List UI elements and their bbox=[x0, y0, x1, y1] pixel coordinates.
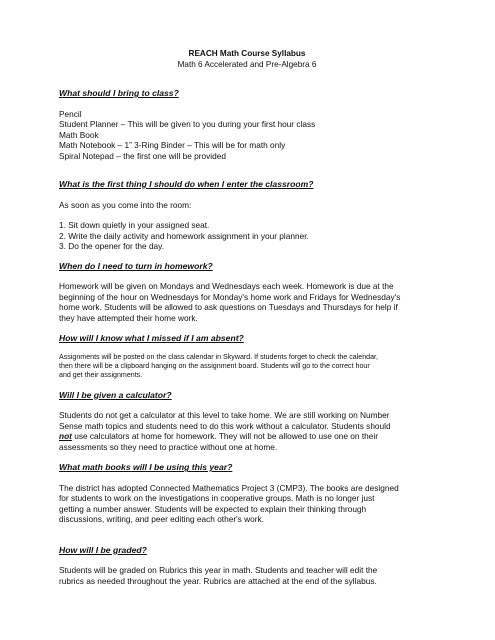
question-graded: How will I be graded? bbox=[59, 544, 147, 555]
question-homework: When do I need to turn in homework? bbox=[59, 260, 213, 271]
calculator-paragraph bbox=[59, 410, 435, 452]
graded-paragraph bbox=[59, 565, 435, 586]
paragraph-line: discussions, writing, and peer editing each other's work. bbox=[59, 514, 264, 525]
paragraph-line: Students will be graded on Rubrics this year in math. Students and teacher will edit the bbox=[59, 565, 378, 576]
bring-item: Math Notebook – 1” 3-Ring Binder – This will be for math only bbox=[59, 140, 286, 150]
paragraph-line: then there will be a clipboard hanging on the assignment board. Students will go to the correct hour bbox=[59, 361, 370, 370]
emphasis-not: not bbox=[59, 431, 72, 442]
enter-steps bbox=[59, 220, 435, 252]
step-item: 2. Write the daily activity and homework assignment in your planner. bbox=[59, 230, 309, 241]
question-math-books: What math books will I be using this year? bbox=[59, 462, 233, 473]
step-item: 1. Sit down quietly in your assigned seat. bbox=[59, 220, 210, 230]
paragraph-line bbox=[59, 431, 435, 442]
paragraph-line: Assignments will be posted on the class calendar in Skyward. If students forget to check the calendar, bbox=[59, 352, 378, 361]
paragraph-line: assessments so they need to practice without one at home. bbox=[59, 441, 278, 452]
bring-item: Spiral Notepad – the first one will be provided bbox=[59, 150, 226, 161]
enter-intro: As soon as you come into the room: bbox=[59, 199, 192, 210]
bring-item: Pencil bbox=[59, 108, 82, 119]
paragraph-line: and get their assignments. bbox=[59, 371, 143, 380]
document-subtitle: Math 6 Accelerated and Pre-Algebra 6 bbox=[177, 59, 317, 69]
paragraph-line-rest: use calculators at home for homework. They will not be allowed to use one on their bbox=[71, 431, 378, 442]
paragraph-line: Students do not get a calculator at this level to take home. We are still working on Number bbox=[59, 410, 390, 421]
paragraph-line: rubrics as needed throughout the year. Rubrics are attached at the end of the syllabus. bbox=[59, 575, 377, 586]
document-title: REACH Math Course Syllabus bbox=[188, 49, 306, 58]
question-bring: What should I bring to class? bbox=[59, 88, 179, 98]
bring-item: Student Planner – This will be given to you during your first hour class bbox=[59, 119, 316, 129]
homework-paragraph bbox=[59, 281, 435, 323]
question-absent: How will I know what I missed if I am absent? bbox=[59, 333, 244, 343]
step-item: 3. Do the opener for the day. bbox=[59, 241, 165, 251]
paragraph-line: Sense math topics and students need to do this work without a calculator. Students should bbox=[59, 420, 391, 431]
paragraph-line: for students to work on the investigations in cooperative groups. Math is no longer just bbox=[59, 493, 375, 504]
paragraph-line: home work. Students will be allowed to ask questions on Tuesdays and Thursdays for help if bbox=[59, 302, 398, 312]
bring-item: Math Book bbox=[59, 129, 99, 140]
paragraph-line: they have attempted their home work. bbox=[59, 312, 198, 323]
paragraph-line: Homework will be given on Mondays and Wednesdays each week. Homework is due at the bbox=[59, 281, 394, 291]
question-enter-classroom: What is the first thing I should do when I enter the classroom? bbox=[59, 179, 314, 189]
absent-paragraph bbox=[59, 353, 435, 381]
paragraph-line: getting a number answer. Students will be expected to explain their thinking through bbox=[59, 503, 367, 514]
paragraph-line: The district has adopted Connected Mathematics Project 3 (CMP3). The books are designed bbox=[59, 482, 399, 493]
books-paragraph bbox=[59, 483, 435, 525]
bring-list bbox=[59, 109, 435, 162]
paragraph-line: beginning of the hour on Wednesdays for Monday's home work and Fridays for Wednesday's bbox=[59, 291, 401, 302]
question-calculator: Will I be given a calculator? bbox=[59, 389, 172, 400]
